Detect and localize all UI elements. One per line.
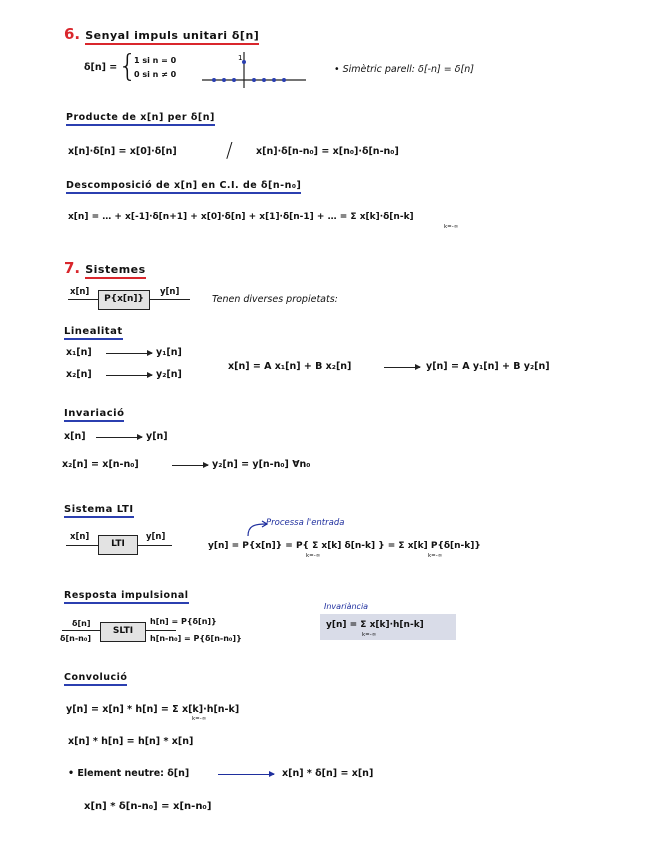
neutral-element-result: x[n] * δ[n] = x[n] <box>282 768 374 779</box>
decomposition-heading: Descomposició de x[n] en C.I. de δ[n-n₀] <box>66 180 301 194</box>
system-output-line <box>150 299 190 300</box>
impulse-input-line <box>62 630 100 631</box>
section-number: 7. <box>64 259 81 277</box>
impulse-sum-equation: y[n] = Σ x[k]·h[n-k] <box>326 620 424 630</box>
section-number: 6. <box>64 25 81 43</box>
linearity-combined-input: x[n] = A x₁[n] + B x₂[n] <box>228 361 352 372</box>
invariance-heading: Invariació <box>64 408 124 422</box>
plot-samples <box>212 60 286 82</box>
arrow-right-icon <box>218 774 274 775</box>
arrow-right-icon <box>384 367 420 368</box>
lti-heading: Sistema LTI <box>64 504 134 518</box>
delta-case-1: 1 si n = 0 <box>134 56 177 65</box>
sample-point <box>252 78 256 82</box>
sample-point <box>242 60 246 64</box>
sample-point <box>232 78 236 82</box>
product-eq-2: x[n]·δ[n-n₀] = x[n₀]·δ[n-n₀] <box>256 146 399 157</box>
impulse-plot <box>200 48 310 92</box>
invariance-y: y[n] <box>146 431 168 442</box>
impulse-input-2: δ[n-n₀] <box>60 634 92 643</box>
delta-definition-lhs: δ[n] = <box>84 62 118 73</box>
sample-point <box>272 78 276 82</box>
section-6-heading <box>64 24 259 43</box>
lti-output-label: y[n] <box>146 532 166 542</box>
lti-annotation: Processa l'entrada <box>266 518 345 528</box>
sample-point <box>282 78 286 82</box>
system-output-label: y[n] <box>160 287 180 297</box>
system-block: P{x[n]} <box>98 290 150 310</box>
properties-note: Tenen diverses propietats: <box>212 294 338 305</box>
symmetry-note: • Simètric parell: δ[-n] = δ[n] <box>334 64 474 75</box>
system-input-line <box>68 299 98 300</box>
sum-subscript: k=-∞ <box>362 632 377 638</box>
impulse-input-1: δ[n] <box>72 619 91 628</box>
brace-symbol: { <box>118 49 138 84</box>
convolution-heading: Convolució <box>64 672 127 686</box>
sum-subscript: k=-∞ <box>444 224 459 230</box>
plot-label: 1 <box>238 54 243 62</box>
lti-equation: y[n] = P{x[n]} = P{ Σ x[k] δ[n-k] } = Σ x[k] P{δ[n-k]} <box>208 541 481 551</box>
lti-input-label: x[n] <box>70 532 90 542</box>
delta-case-2: 0 si n ≠ 0 <box>134 70 177 79</box>
impulse-output-1: h[n] = P{δ[n]} <box>150 617 217 626</box>
arrow-right-icon <box>172 465 208 466</box>
linearity-combined-output: y[n] = A y₁[n] + B y₂[n] <box>426 361 550 372</box>
lti-block: LTI <box>98 535 138 555</box>
arrow-right-icon <box>106 353 152 354</box>
sample-point <box>212 78 216 82</box>
sum-subscript: k=-∞ <box>306 553 321 559</box>
sum-subscript: k=-∞ <box>192 716 207 722</box>
convolution-eq-2: x[n] * h[n] = h[n] * x[n] <box>68 736 194 747</box>
sample-point <box>222 78 226 82</box>
lti-output-line <box>138 545 172 546</box>
arrow-right-icon <box>106 375 152 376</box>
sum-subscript: k=-∞ <box>428 553 443 559</box>
invariance-note: Invariància <box>324 602 369 611</box>
linearity-y1: y₁[n] <box>156 347 182 358</box>
separator-slash: / <box>226 138 233 162</box>
sample-point <box>262 78 266 82</box>
section-title: Senyal impuls unitari δ[n] <box>85 29 259 45</box>
neutral-element-label: • Element neutre: δ[n] <box>68 768 190 779</box>
convolution-eq-4: x[n] * δ[n-n₀] = x[n-n₀] <box>84 801 212 812</box>
product-heading: Producte de x[n] per δ[n] <box>66 112 215 126</box>
linearity-x2: x₂[n] <box>66 369 92 380</box>
linearity-heading: Linealitat <box>64 326 123 340</box>
linearity-x1: x₁[n] <box>66 347 92 358</box>
system-input-label: x[n] <box>70 287 90 297</box>
convolution-eq-1: y[n] = x[n] * h[n] = Σ x[k]·h[n-k] <box>66 704 240 715</box>
slti-block: SLTI <box>100 622 146 642</box>
linearity-y2: y₂[n] <box>156 369 182 380</box>
section-title: Sistemes <box>85 263 145 279</box>
invariance-x2: x₂[n] = x[n-n₀] <box>62 459 139 470</box>
decomposition-eq: x[n] = … + x[-1]·δ[n+1] + x[0]·δ[n] + x[1]·δ[n-1] + … = Σ x[k]·δ[n-k] <box>68 212 414 222</box>
section-7-heading <box>64 258 146 277</box>
invariance-y2: y₂[n] = y[n-n₀] ∀n₀ <box>212 459 311 470</box>
product-eq-1: x[n]·δ[n] = x[0]·δ[n] <box>68 146 177 157</box>
impulse-output-line <box>146 630 176 631</box>
invariance-x: x[n] <box>64 431 86 442</box>
impulse-output-2: h[n-n₀] = P{δ[n-n₀]} <box>150 634 242 643</box>
impulse-response-heading: Resposta impulsional <box>64 590 189 604</box>
arrow-right-icon <box>96 437 142 438</box>
lti-input-line <box>66 545 98 546</box>
